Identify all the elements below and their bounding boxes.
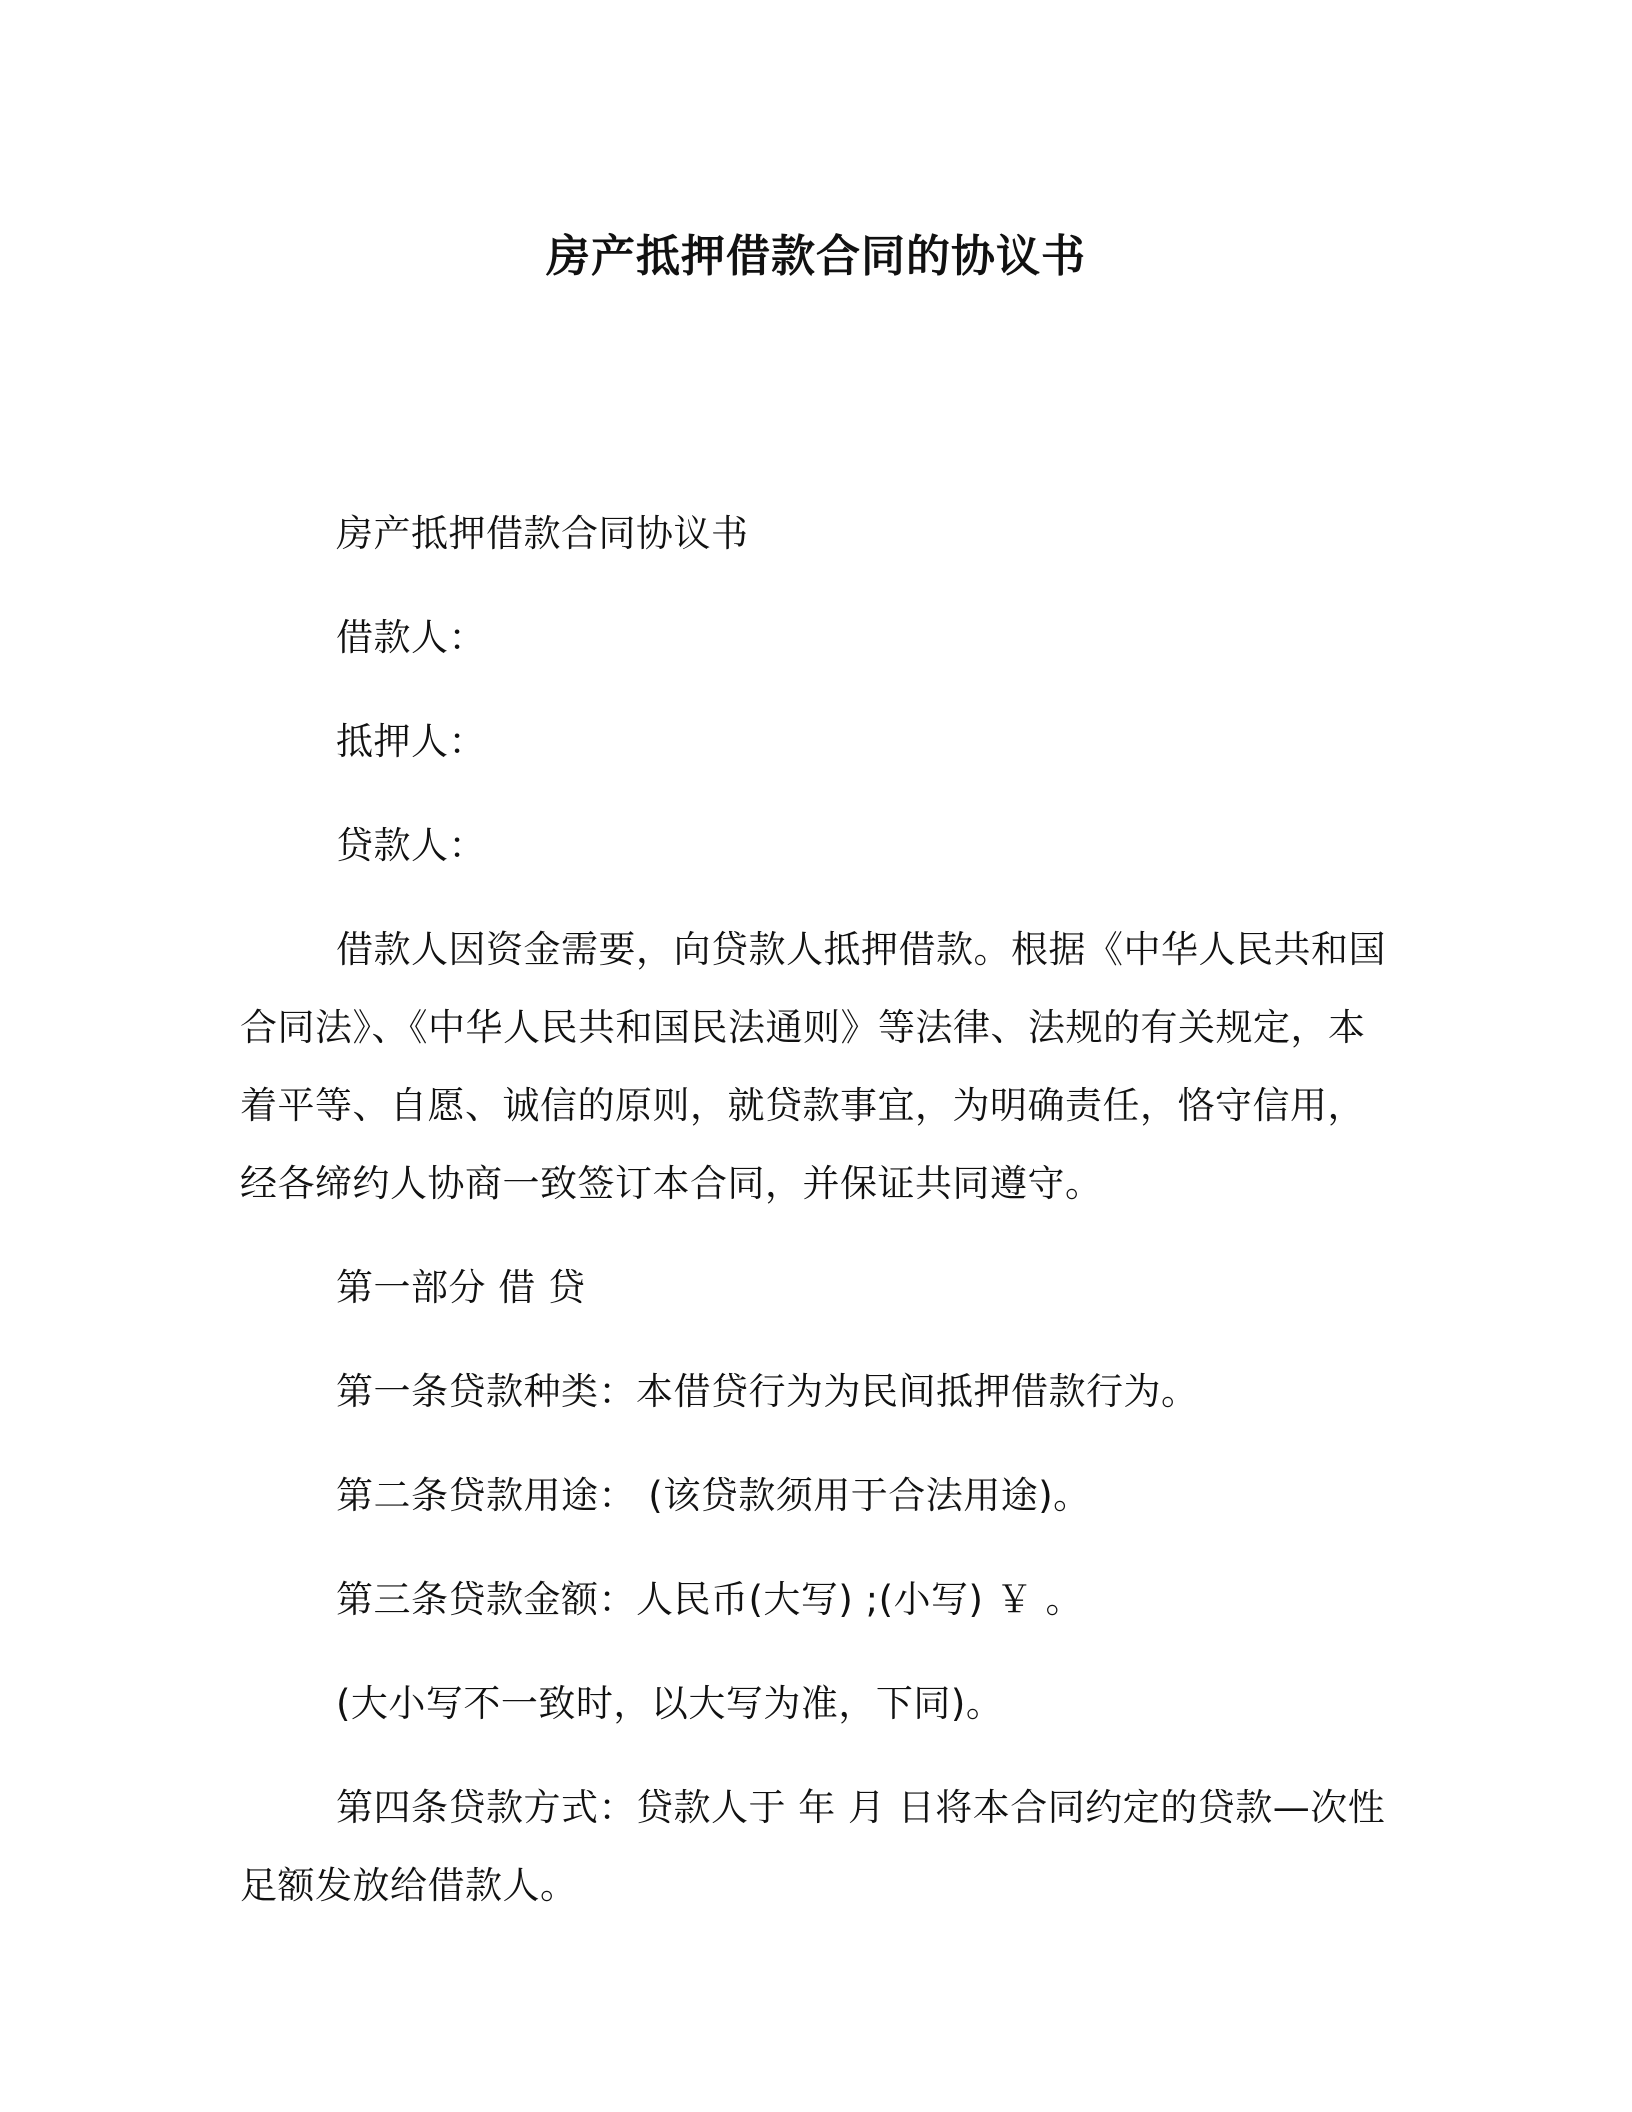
document-body xyxy=(240,495,1400,1951)
document-title: 房产抵押借款合同的协议书 xyxy=(546,231,1086,282)
borrower-field: 借款人： xyxy=(336,616,486,659)
subtitle-paragraph: 房产抵押借款合同协议书 xyxy=(336,512,749,555)
section-heading: 第一部分 借 贷 xyxy=(336,1266,586,1309)
mortgagor-field: 抵押人： xyxy=(336,720,486,763)
article-1-paragraph: 第一条贷款种类：本借贷行为为民间抵押借款行为。 xyxy=(336,1370,1199,1413)
article-4-paragraph: 第四条贷款方式：贷款人于 年 月 日将本合同约定的贷款—次性足额发放给借款人。 xyxy=(240,1786,1386,1907)
article-3-paragraph: 第三条贷款金额：人民币(大写) ;(小写) ￥ 。 xyxy=(336,1578,1083,1621)
lender-field: 贷款人： xyxy=(336,824,486,867)
amount-note-paragraph: (大小写不一致时，以大写为准，下同)。 xyxy=(336,1682,1004,1725)
article-2-paragraph: 第二条贷款用途： (该贷款须用于合法用途)。 xyxy=(336,1474,1091,1517)
preamble-paragraph: 借款人因资金需要，向贷款人抵押借款。根据《中华人民共和国合同法》、《中华人民共和国民法通则》等法律、法规的有关规定，本着平等、自愿、诚信的原则，就贷款事宜，为明确责任，恪守信用，经各缔约人协商一致签订本合同，并保证共同遵守。 xyxy=(240,928,1386,1205)
